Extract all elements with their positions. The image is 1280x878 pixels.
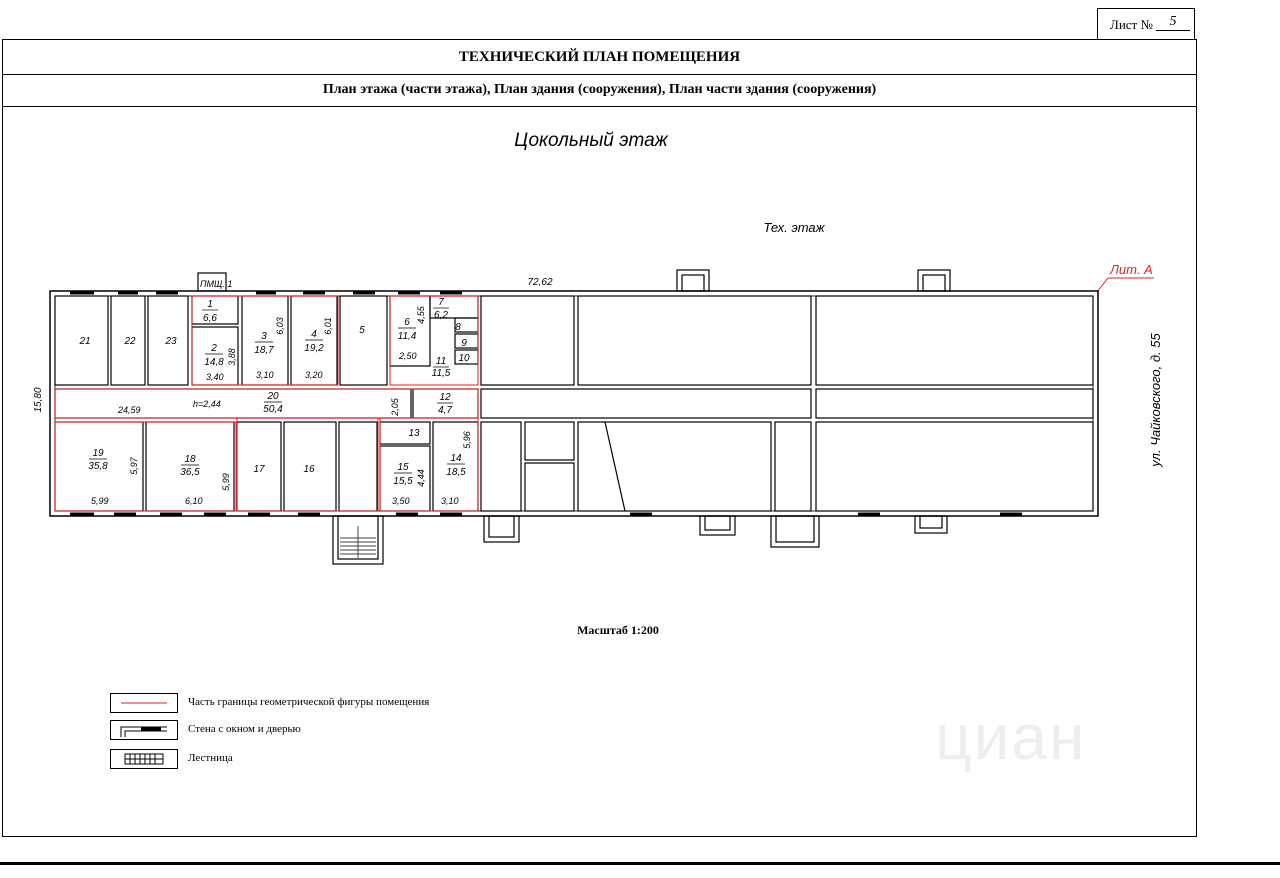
room-11-area: 11,5	[431, 368, 451, 379]
room-14-area: 18,5	[446, 467, 466, 478]
room-4-area: 19,2	[304, 343, 324, 354]
legend-text-boundary: Часть границы геометрической фигуры помещения	[188, 696, 430, 708]
room-23: 23	[165, 336, 177, 347]
room-15: 15	[397, 462, 409, 473]
room-9: 9	[461, 338, 467, 349]
room-2-area: 14,8	[204, 357, 224, 368]
scale-label: Масштаб 1:200	[577, 623, 659, 637]
corridor-length: 24,59	[118, 405, 141, 415]
room-2: 2	[211, 343, 217, 354]
stair-icon	[340, 526, 376, 558]
page-subtitle: План этажа (части этажа), План здания (сооружения), План части здания (сооружения)	[3, 74, 1196, 107]
room-20: 20	[267, 391, 279, 402]
dim-3-10-b: 3,10	[441, 496, 459, 506]
room-6-area: 11,4	[397, 331, 417, 342]
watermark: циан	[935, 701, 1087, 773]
dim-3-20: 3,20	[305, 370, 323, 380]
legend-item-stair	[110, 749, 510, 771]
litera-label: Лит. А	[1110, 262, 1153, 277]
room-5: 5	[359, 325, 365, 336]
litera-marker	[1097, 262, 1154, 292]
room-8: 8	[455, 322, 461, 333]
room-3: 3	[261, 331, 267, 342]
room-15-area: 15,5	[393, 476, 413, 487]
overall-width: 15,80	[33, 387, 44, 413]
room-12: 12	[439, 392, 451, 403]
dim-6-10: 6,10	[185, 496, 203, 506]
dim-3-50: 3,50	[392, 496, 410, 506]
room-12-area: 4,7	[438, 405, 452, 416]
room-18-area: 36,5	[180, 467, 200, 478]
room-3-area: 18,7	[254, 345, 274, 356]
dim-5-96: 5,96	[462, 431, 472, 449]
room-11: 11	[435, 356, 447, 367]
room-1-area: 6,6	[203, 313, 217, 324]
dim-5-97: 5,97	[129, 457, 139, 475]
room-16: 16	[303, 464, 315, 475]
room-1: 1	[207, 299, 213, 310]
pmsh-label: ПМЩ. 1	[200, 279, 233, 289]
dim-3-88: 3,88	[227, 348, 237, 366]
room-7: 7	[438, 297, 444, 308]
room-7-area: 6,2	[434, 310, 448, 321]
wall-window-door-icon	[110, 720, 178, 740]
room-4: 4	[311, 329, 317, 340]
stair-legend-icon	[110, 749, 178, 769]
room-19: 19	[92, 448, 104, 459]
tech-floor-label: Тех. этаж	[763, 220, 825, 235]
red-boundary-line-icon	[110, 693, 178, 713]
dim-6-03: 6,03	[275, 317, 285, 335]
floor-name: Цокольный этаж	[514, 130, 668, 151]
legend-text-stair: Лестница	[188, 752, 233, 764]
room-22: 22	[124, 336, 136, 347]
dim-5-99-a: 5,99	[91, 496, 109, 506]
dim-2-05: 2,05	[390, 398, 400, 416]
dim-3-40: 3,40	[206, 372, 224, 382]
legend-item-wall	[110, 720, 510, 742]
dim-3-10-a: 3,10	[256, 370, 274, 380]
room-20-area: 50,4	[263, 404, 283, 415]
room-10: 10	[458, 353, 470, 364]
dim-5-99-b: 5,99	[221, 473, 231, 491]
sheet-label: Лист №	[1110, 17, 1153, 32]
legend-item-boundary	[110, 693, 510, 715]
room-19-area: 35,8	[88, 461, 108, 472]
room-21: 21	[79, 336, 91, 347]
ceiling-height: h=2,44	[193, 399, 221, 409]
street-label: ул. Чайковского, д. 55	[1148, 333, 1163, 467]
room-18: 18	[184, 454, 196, 465]
room-17: 17	[253, 464, 265, 475]
dim-4-44: 4,44	[416, 469, 426, 487]
sheet-number: 5	[1156, 14, 1190, 31]
overall-length: 72,62	[527, 277, 553, 288]
room-14: 14	[450, 453, 462, 464]
page-title: ТЕХНИЧЕСКИЙ ПЛАН ПОМЕЩЕНИЯ	[3, 40, 1196, 75]
room-13: 13	[408, 428, 420, 439]
dim-6-01: 6,01	[323, 317, 333, 335]
room-6: 6	[404, 317, 410, 328]
bottom-border	[0, 862, 1280, 865]
legend-text-wall: Стена с окном и дверью	[188, 723, 301, 735]
dim-2-50: 2,50	[399, 351, 417, 361]
dim-4-55: 4,55	[416, 306, 426, 324]
